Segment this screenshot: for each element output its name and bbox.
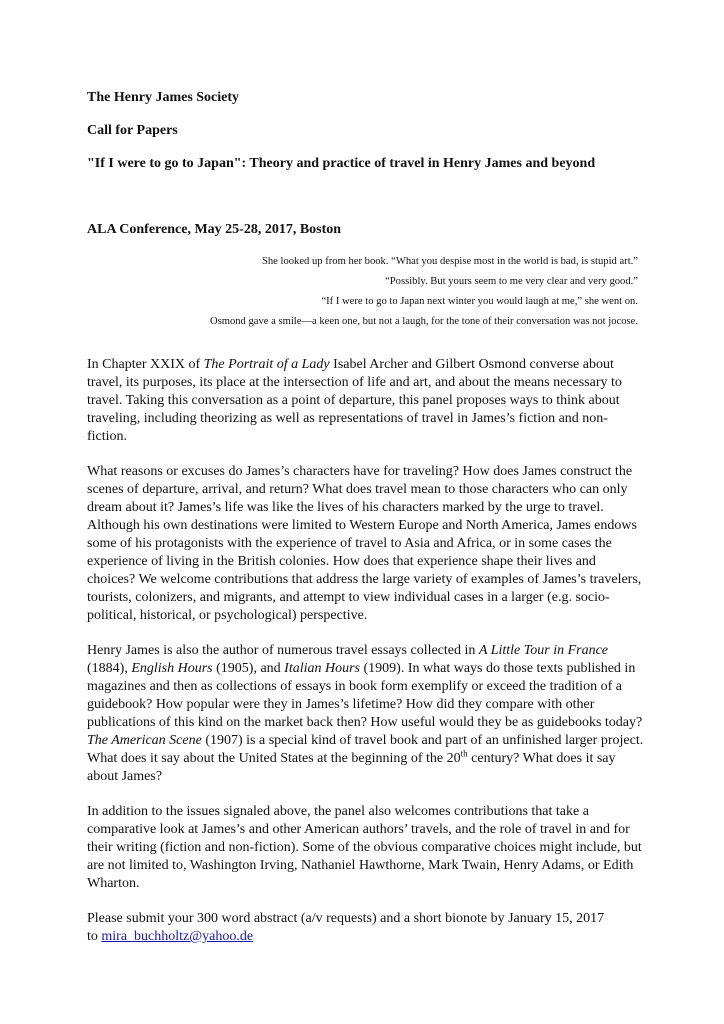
submission-email-line: to mira_buchholtz@yahoo.de [87, 929, 254, 944]
book-title: The American Scene [87, 733, 202, 748]
epigraph-line: “If I were to go to Japan next winter you would laugh at me,” she went on. [321, 296, 638, 307]
paragraph-travel-essays: Henry James is also the author of numerous travel essays collected in A Little Tour in France (1884), English Hours (1905), and Italian Hours (1909). In what ways do those texts published in magazines and then as collections of essays in book form exemplify or exceed the tradition of a guidebook? How popular were they in James’s lifetime? How did they compare with other publications of this kind on the market back then? How useful would they be as guidebooks today? The American Scene (1907) is a special kind of travel book and part of an unfinished larger project. What does it say about the United States at the beginning of the 20th century? What does it say about James? [87, 643, 644, 784]
paragraph-submission: Please submit your 300 word abstract (a/v requests) and a short bionote by January 15, 2017 [87, 911, 605, 926]
paragraph-comparative: In addition to the issues signaled above, the panel also welcomes contributions that take a comparative look at James’s and other American authors’ travels, and the role of travel in and for their writing (fiction and non-fiction). Some of the obvious comparative choices might include, but are not limited to, Washington Irving, Nathaniel Hawthorne, Mark Twain, Henry Adams, or Edith Wharton. [87, 804, 642, 891]
epigraph-line: She looked up from her book. “What you despise most in the world is bad, is stupid art.” [261, 256, 638, 267]
panel-title: "If I were to go to Japan": Theory and practice of travel in Henry James and beyond [87, 156, 596, 171]
epigraph [78, 252, 638, 332]
society-heading: The Henry James Society [87, 90, 240, 105]
body-text [87, 356, 647, 946]
ordinal-suffix: th [460, 748, 468, 759]
epigraph-line: “Possibly. But yours seem to me very clear and very good.” [385, 276, 638, 287]
email-link[interactable]: mira_buchholtz@yahoo.de [101, 929, 254, 944]
call-for-papers-heading: Call for Papers [87, 123, 178, 138]
epigraph-line: Osmond gave a smile—a keen one, but not a laugh, for the tone of their conversation was not jocose. [209, 316, 638, 327]
conference-heading: ALA Conference, May 25-28, 2017, Boston [87, 222, 342, 237]
paragraph-questions: What reasons or excuses do James’s characters have for traveling? How does James construct the scenes of departure, arrival, and return? What does travel mean to those characters who can only dream about it? James’s life was like the lives of his characters marked by the urge to travel. Although his own destinations were limited to Western Europe and North America, James endows some of his protagonists with the experience of travel to Asia and Africa, or in some cases the experience of living in the British colonies. How does that experience shape their lives and choices? We welcome contributions that address the large variety of examples of James’s travelers, tourists, colonizers, and migrants, and attempt to view individual cases in a larger (e.g. socio-political, historical, or psychological) perspective. [87, 464, 642, 623]
book-title: English Hours [131, 661, 213, 676]
book-title: A Little Tour in France [478, 643, 609, 658]
paragraph-intro: In Chapter XXIX of The Portrait of a Lady Isabel Archer and Gilbert Osmond converse about travel, its purposes, its place at the intersection of life and art, and about the means necessary to travel. Taking this conversation as a point of departure, this panel proposes ways to think about traveling, including theorizing as well as representations of travel in James’s fiction and non-fiction. [87, 357, 622, 444]
book-title: Italian Hours [284, 661, 361, 676]
book-title: The Portrait of a Lady [203, 357, 330, 372]
